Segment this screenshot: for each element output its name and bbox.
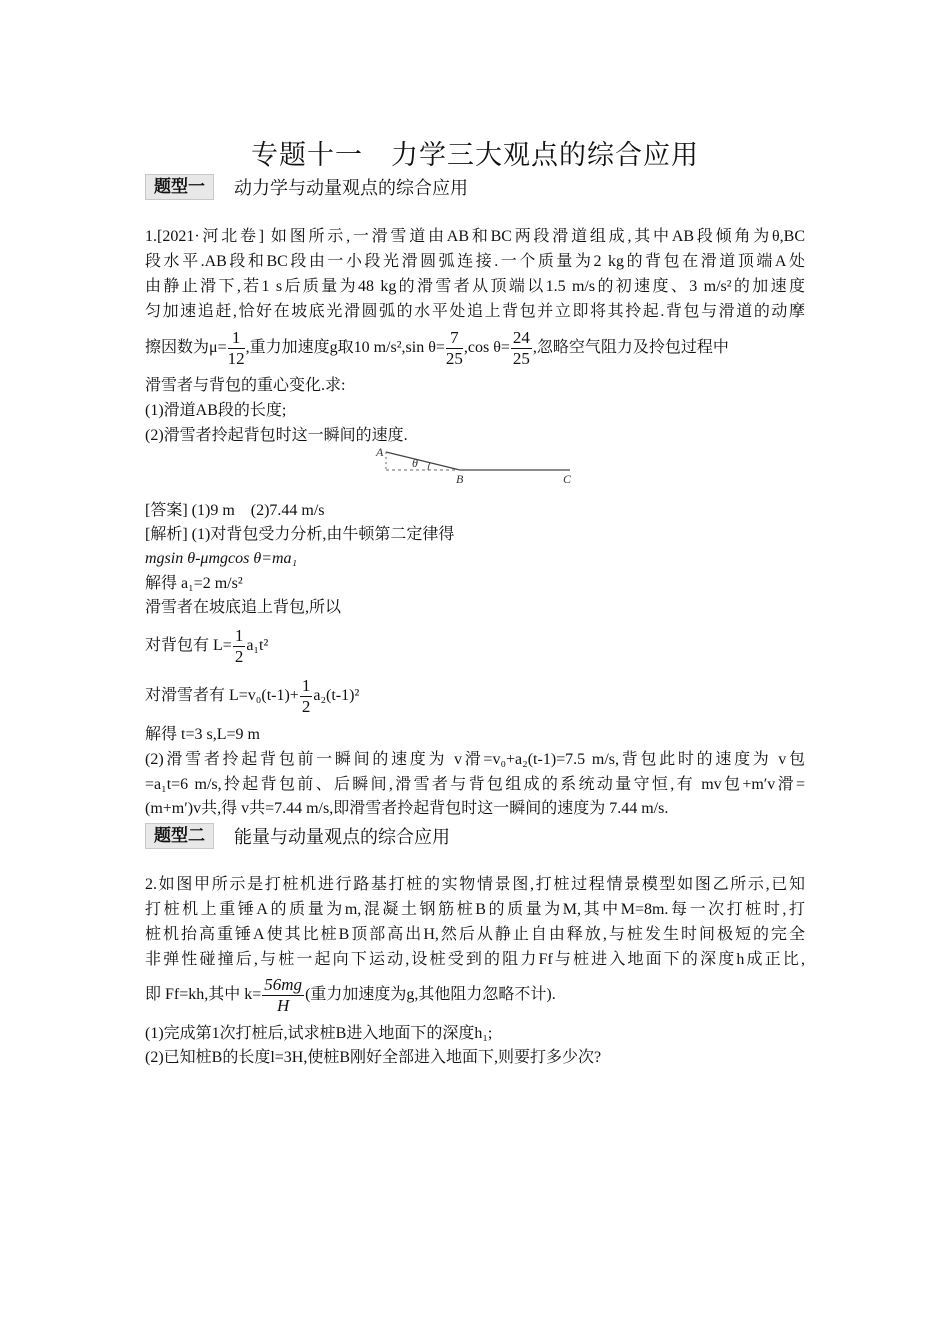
problem1-line: 1.[2021·河北卷] 如图所示,一滑雪道由AB和BC两段滑道组成,其中AB段倾角为θ,BC: [145, 228, 805, 245]
equation-backpack: [145, 624, 805, 668]
analysis-part2-line: (m+m′)v共,得 v共=7.44 m/s,即滑雪者拎起背包时这一瞬间的速度为 7.44 m/s.: [145, 800, 669, 817]
equation: 解得 a₁=2 m/s²: [145, 575, 243, 592]
fraction-numerator: 1: [301, 675, 311, 695]
label-b: B: [456, 472, 464, 486]
analysis-part2-line: (2)滑雪者拎起背包前一瞬间的速度为 v滑=v₀+a₂(t-1)=7.5 m/s,背包此时的速度为 v包: [145, 751, 805, 768]
problem1-text: 擦因数为μ=: [145, 339, 227, 356]
problem2-line: 2.如图甲所示是打桩机进行路基打桩的实物情景图,打桩过程情景模型如图乙所示,已知: [145, 876, 805, 893]
problem1-line-fractions: [145, 326, 805, 370]
fraction-numerator: 7: [446, 328, 463, 349]
problem1-line: 匀加速追赶,恰好在坡底光滑圆弧的水平处追上背包并立即将其拎起.背包与滑道的动摩: [145, 303, 805, 320]
equation-skier: [145, 674, 805, 718]
k-fraction: [262, 975, 304, 1016]
equation: mgsin θ-μmgcos θ=ma₁: [145, 550, 298, 567]
section-title: 动力学与动量观点的综合应用: [234, 178, 468, 199]
page-title: 专题十一 力学三大观点的综合应用: [251, 140, 699, 171]
problem2-line: 桩机抬高重锤A使其比桩B顶部高出H,然后从静止自由释放,与桩发生时间极短的完全: [145, 926, 805, 943]
problem1-text: ,重力加速度g取10 m/s²,sin θ=: [245, 339, 445, 356]
analysis-text: 滑雪者在坡底追上背包,所以: [145, 599, 342, 616]
problem2-line-fraction: [145, 972, 805, 1018]
half-fraction: [300, 676, 313, 717]
question-2: (2)滑雪者拎起背包时这一瞬间的速度.: [145, 427, 408, 444]
question-1: (1)完成第1次打桩后,试求桩B进入地面下的深度h₁;: [145, 1025, 493, 1042]
fraction-numerator: 1: [228, 328, 245, 349]
label-theta: θ: [412, 456, 418, 470]
problem2-line: 打桩机上重锤A的质量为m,混凝土钢筋桩B的质量为M,其中M=8m.每一次打桩时,打: [145, 901, 805, 918]
section-title: 能量与动量观点的综合应用: [234, 827, 450, 848]
fraction-denominator: 12: [227, 348, 245, 368]
label-c: C: [563, 472, 572, 486]
section-header-1: [145, 174, 468, 200]
fraction-denominator: H: [277, 995, 290, 1015]
section-tag: 题型二: [145, 823, 214, 849]
problem2-line: 非弹性碰撞后,与桩一起向下运动,设桩受到的阻力Ff与桩进入地面下的深度h成正比,: [145, 951, 805, 968]
problem2-text: (重力加速度为g,其他阻力忽略不计).: [305, 986, 556, 1003]
problem2-text: 即 Ff=kh,其中 k=: [145, 986, 262, 1003]
equation-text: a₁t²: [246, 637, 269, 654]
fraction-numerator: 24: [512, 327, 530, 347]
label-a: A: [376, 445, 384, 459]
equation-text: a₂(t-1)²: [313, 687, 360, 704]
angle-arc: [428, 462, 430, 470]
fraction-denominator: 25: [445, 348, 463, 368]
fraction-denominator: 25: [512, 348, 530, 368]
cos-fraction: [511, 328, 532, 369]
question-2: (2)已知桩B的长度l=3H,使桩B刚好全部进入地面下,则要打多少次?: [145, 1049, 602, 1066]
ski-slope-figure: [370, 444, 580, 486]
problem1-line: 由静止滑下,若1 s后质量为48 kg的滑雪者从顶端以1.5 m/s的初速度、3 m/s²的加速度: [145, 278, 805, 295]
section-tag: 题型一: [145, 174, 214, 200]
half-fraction: [233, 626, 246, 667]
fraction-denominator: 2: [234, 646, 244, 666]
problem1-line: 滑雪者与背包的重心变化.求:: [145, 377, 346, 394]
fraction-denominator: 2: [301, 696, 311, 716]
section-header-2: [145, 823, 450, 849]
equation: 解得 t=3 s,L=9 m: [145, 726, 260, 743]
equation-text: 对背包有 L=: [145, 637, 232, 654]
fraction-numerator: 1: [234, 625, 244, 645]
mu-fraction: [228, 328, 245, 369]
analysis-intro: [解析] (1)对背包受力分析,由牛顿第二定律得: [145, 526, 455, 543]
slope-ab: [386, 452, 460, 470]
answer: [答案] (1)9 m (2)7.44 m/s: [145, 502, 325, 519]
question-1: (1)滑道AB段的长度;: [145, 402, 287, 419]
sin-fraction: [446, 328, 463, 369]
problem1-text: ,cos θ=: [463, 339, 510, 356]
problem1-line: 段水平.AB段和BC段由一小段光滑圆弧连接.一个质量为2 kg的背包在滑道顶端A处: [145, 253, 805, 270]
fraction-numerator: 56mg: [264, 974, 303, 994]
problem1-text: ,忽略空气阻力及拎包过程中: [532, 339, 729, 356]
analysis-part2-line: =a₁t=6 m/s,拎起背包前、后瞬间,滑雪者与背包组成的系统动量守恒,有 mv包+m′v滑=: [145, 776, 805, 793]
equation-text: 对滑雪者有 L=v₀(t-1)+: [145, 687, 299, 704]
